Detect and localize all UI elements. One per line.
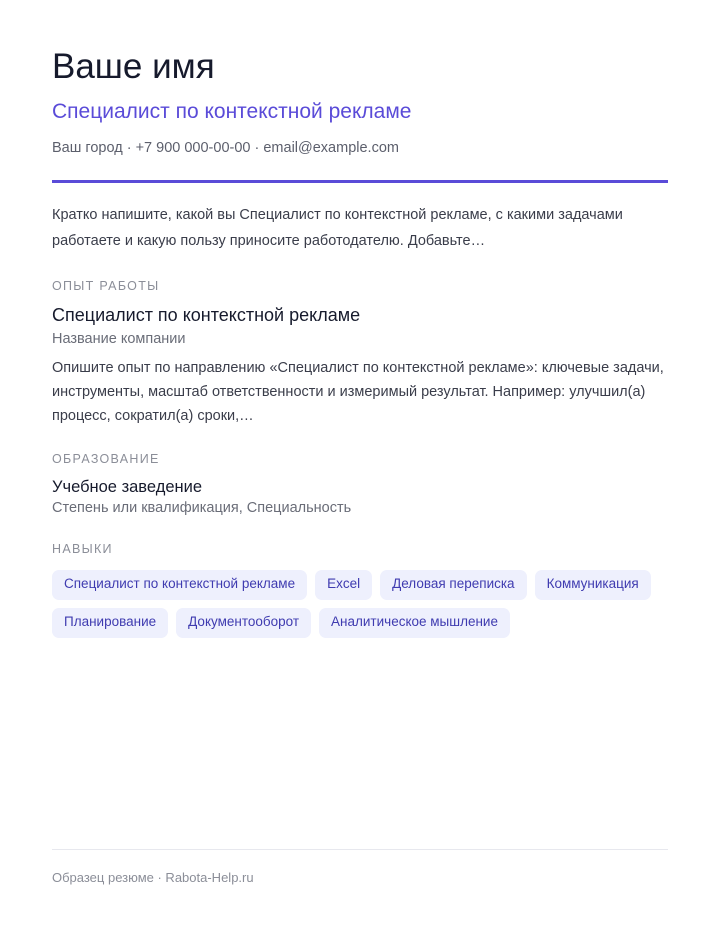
footer-text: Образец резюме · Rabota-Help.ru bbox=[52, 870, 254, 885]
candidate-name: Ваше имя bbox=[52, 47, 215, 86]
skill-tag: Аналитическое мышление bbox=[319, 608, 510, 638]
job-description: Опишите опыт по направлению «Специалист по контекстной рекламе»: ключевые задачи, инструменты, масштаб ответственности и измеримый результат. Например: улучшил(а) процесс, сократил(а) сроки,… bbox=[52, 360, 664, 424]
skill-tag: Планирование bbox=[52, 608, 168, 638]
job-title: Специалист по контекстной рекламе bbox=[52, 305, 361, 325]
skill-tag: Excel bbox=[315, 570, 372, 600]
skill-tag: Документооборот bbox=[176, 608, 311, 638]
education-section-title: ОБРАЗОВАНИЕ bbox=[52, 452, 160, 466]
education-degree: Степень или квалификация, Специальность bbox=[52, 500, 352, 516]
desired-position: Специалист по контекстной рекламе bbox=[52, 100, 412, 123]
company-name: Название компании bbox=[52, 331, 186, 347]
skill-tag: Коммуникация bbox=[535, 570, 651, 600]
header-divider bbox=[52, 180, 668, 183]
experience-section-title: ОПЫТ РАБОТЫ bbox=[52, 279, 160, 293]
summary-text: Кратко напишите, какой вы Специалист по контекстной рекламе, с какими задачами работаете и какую пользу приносите работодателю. Добавьте… bbox=[52, 207, 623, 249]
skills-section-title: НАВЫКИ bbox=[52, 542, 113, 556]
footer-divider bbox=[52, 849, 668, 850]
resume-page bbox=[52, 0, 668, 936]
contact-info: Ваш город · +7 900 000-00-00 · email@example.com bbox=[52, 140, 399, 156]
education-institution: Учебное заведение bbox=[52, 478, 203, 496]
skill-tag: Деловая переписка bbox=[380, 570, 526, 600]
skills-list bbox=[52, 570, 668, 638]
skill-tag: Специалист по контекстной рекламе bbox=[52, 570, 307, 600]
